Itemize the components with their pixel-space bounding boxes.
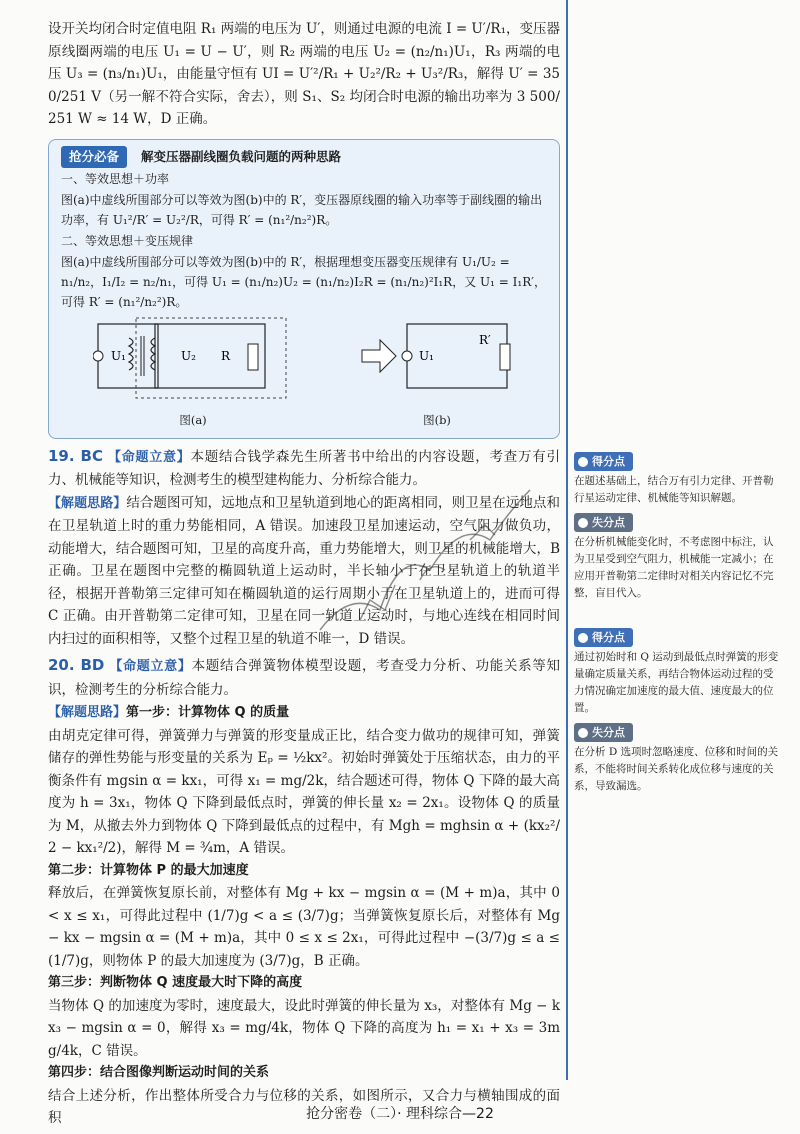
label-u1-b: U₁ xyxy=(419,348,434,363)
lose-note-1: 在分析机械能变化时，不考虑图中标注，认为卫星受到空气阻力，机械能一定减小；在应用开普勒第二定律时对相关内容记忆不完整，盲目代入。 xyxy=(574,536,774,599)
lose-note-2: 在分析 D 选项时忽略速度、位移和时间的关系，不能将时间关系转化成位移与速度的关系，导致漏选。 xyxy=(574,746,779,792)
tip-text-2: 图(a)中虚线所围部分可以等效为图(b)中的 R′，根据理想变压器变压规律有 U₁/U₂ = n₁/n₂，I₁/I₂ = n₂/n₁，可得 U₁ = (n₁/n₂)U₂ = (n₁/n₂)I₂R = (n₁/n₂)²I₁R，又 U₁ = I₁R′，可得 R′ = (n₁²/n₂²)R。 xyxy=(61,254,546,309)
tip-text-1: 图(a)中虚线所围部分可以等效为图(b)中的 R′，变压器原线圈的输入功率等于副线圈的输出功率，有 U₁²/R′ = U₂²/R，可得 R′ = (n₁²/n₂²)R。 xyxy=(61,192,543,227)
q19-body xyxy=(48,492,560,651)
margin-rule xyxy=(566,0,568,1080)
q20-step1-title: 第一步：计算物体 Q 的质量 xyxy=(126,705,290,720)
lose-tag-1-label: 失分点 xyxy=(592,516,625,529)
circuit-b-svg xyxy=(357,316,517,404)
caption-a: 图(a) xyxy=(179,412,207,427)
q19-tag: 【命题立意】 xyxy=(108,449,191,465)
tip-box xyxy=(48,139,560,439)
q19-body-text: 结合题图可知，远地点和卫星轨道到地心的距离相同，则卫星在远地点和在卫星轨道上时的重力势能相同，A 错误。加速段卫星加速运动，空气阻力做负功，动能增大，结合题图可知，卫星的高度升高，重力势能增大，则卫星的机械能增大，B 正确。卫星在题图中完整的椭圆轨道上运动时，半长轴小于在卫星轨道上的轨道半径，根据开普勒第三定律可知在椭圆轨道的运行周期小于在卫星轨道上的，进而可得 C 正确。由开普勒第二定律可知，卫星在同一轨道上运动时，与地心连线在相同时间内扫过的面积相等，又整个过程卫星的轨道不唯一，D 错误。 xyxy=(48,494,560,647)
main-column xyxy=(48,18,560,1130)
target-icon xyxy=(578,457,588,467)
q20-lead xyxy=(48,654,560,701)
q20-body1: 由胡克定律可得，弹簧弹力与弹簧的形变量成正比，结合变力做功的规律可知，弹簧储存的弹性势能与形变量的关系为 Eₚ = ½kx²。初始时弹簧处于压缩状态，由力的平衡条件有 mgsin α = kx₁，可得 x₁ = mg/2k，结合题述可得，物体 Q 下降的最大高度为 h = 3x₁，物体 Q 下降到最低点时，弹簧的伸长量 x₂ = 2x₁。设物体 Q 的质量为 M，从撤去外力到物体 Q 下降到最低点的过程中，有 Mgh = mghsin α + (kx₂²/2 − kx₁²/2)，解得 M = ¾m，A 错误。 xyxy=(48,727,560,856)
tip-box-header xyxy=(61,146,549,168)
target-icon xyxy=(578,633,588,643)
circuit-diagrams xyxy=(61,316,549,430)
score-tag-1-label: 得分点 xyxy=(592,455,625,468)
sidebar-q20 xyxy=(574,628,782,801)
label-u1-a: U₁ xyxy=(111,348,126,363)
warning-icon xyxy=(578,728,588,738)
warning-icon xyxy=(578,518,588,528)
tip-badge: 抢分必备 xyxy=(61,146,127,168)
circuit-b xyxy=(357,316,517,430)
circuit-a-svg xyxy=(93,316,293,404)
score-note-1: 在题述基础上，结合万有引力定律、开普勒行星运动定律、机械能等知识解题。 xyxy=(574,475,774,504)
label-r-prime: R′ xyxy=(479,332,491,347)
q19-tag2: 【解题思路】 xyxy=(48,495,127,511)
lose-tag-2 xyxy=(574,723,633,742)
sidebar-q19 xyxy=(574,452,782,608)
lose-tag-1 xyxy=(574,513,633,532)
label-u2: U₂ xyxy=(181,348,196,363)
q20-body4: 结合上述分析，作出整体所受合力与位移的关系，如图所示，又合力与横轴围成的面积 xyxy=(48,1087,560,1126)
lose-tag-2-label: 失分点 xyxy=(592,726,625,739)
page-footer: 抢分密卷（二）· 理科综合—22 xyxy=(306,1106,494,1122)
tip-heading-2: 二、等效思想＋变压规律 xyxy=(61,233,194,248)
q20-step2-title: 第二步：计算物体 P 的最大加速度 xyxy=(48,862,249,878)
question-20 xyxy=(48,654,560,1130)
score-tag-2 xyxy=(574,628,633,647)
q19-lead-text: 本题结合钱学森先生所著书中给出的内容设题，考查万有引力、机械能等知识，检测考生的模型建构能力、分析综合能力。 xyxy=(48,448,560,488)
circuit-a xyxy=(93,316,293,430)
label-r: R xyxy=(221,348,231,363)
q20-tag: 【命题立意】 xyxy=(109,659,192,674)
intro-paragraph: 设开关均闭合时定值电阻 R₁ 两端的电压为 U′，则通过电源的电流 I = U′/R₁，变压器原线圈两端的电压 U₁ = U − U′，则 R₂ 两端的电压 U₂ = (n₂/n₁)U₁，R₃ 两端的电压 U₃ = (n₃/n₁)U₁，由能量守恒有 UI = U′²/R₁ + U₂²/R₂ + U₃²/R₃，解得 U′ = 350/251 V（另一解不符合实际，舍去），则 S₁、S₂ 均闭合时电源的输出功率为 3 500/251 W ≈ 14 W，D 正确。 xyxy=(48,21,560,127)
score-tag-2-label: 得分点 xyxy=(592,631,625,644)
tip-title: 解变压器副线圈负载问题的两种思路 xyxy=(141,148,342,164)
q20-step3-title: 第三步：判断物体 Q 速度最大时下降的高度 xyxy=(48,975,303,990)
caption-b: 图(b) xyxy=(423,412,451,427)
q20-step1 xyxy=(48,701,560,725)
q19-number: 19. BC xyxy=(48,446,103,465)
q20-step4-title: 第四步：结合图像判断运动时间的关系 xyxy=(48,1065,270,1080)
q20-tag2: 【解题思路】 xyxy=(48,705,127,720)
q19-lead xyxy=(48,445,560,492)
q20-body3: 当物体 Q 的加速度为零时，速度最大，设此时弹簧的伸长量为 x₃，对整体有 Mg − kx₃ − mgsin α = 0，解得 x₃ = mg/4k，物体 Q 下降的高度为 h₁ = x₁ + x₃ = 3mg/4k，C 错误。 xyxy=(48,997,560,1059)
q20-number: 20. BD xyxy=(48,656,105,674)
question-19 xyxy=(48,445,560,651)
q20-body2: 释放后，在弹簧恢复原长前，对整体有 Mg + kx − mgsin α = (M + m)a，其中 0 < x ≤ x₁，可得此过程中 (1/7)g < a ≤ (3/7)g；当弹簧恢复原长后，对整体有 Mg − kx − mgsin α = (M + m)a，其中 0 ≤ x ≤ 2x₁，可得此过程中 −(3/7)g ≤ a ≤ (1/7)g，则物体 P 的最大加速度为 (3/7)g，B 正确。 xyxy=(48,885,560,969)
q20-lead-text: 本题结合弹簧物体模型设题，考查受力分析、功能关系等知识，检测考生的分析综合能力。 xyxy=(48,658,561,698)
score-tag-1 xyxy=(574,452,633,471)
tip-heading-1: 一、等效思想＋功率 xyxy=(61,171,170,186)
score-note-2: 通过初始时和 Q 运动到最低点时弹簧的形变量确定质量关系，再结合物体运动过程的受力情况确定加速度的最大值、速度最大的位置。 xyxy=(574,651,779,714)
